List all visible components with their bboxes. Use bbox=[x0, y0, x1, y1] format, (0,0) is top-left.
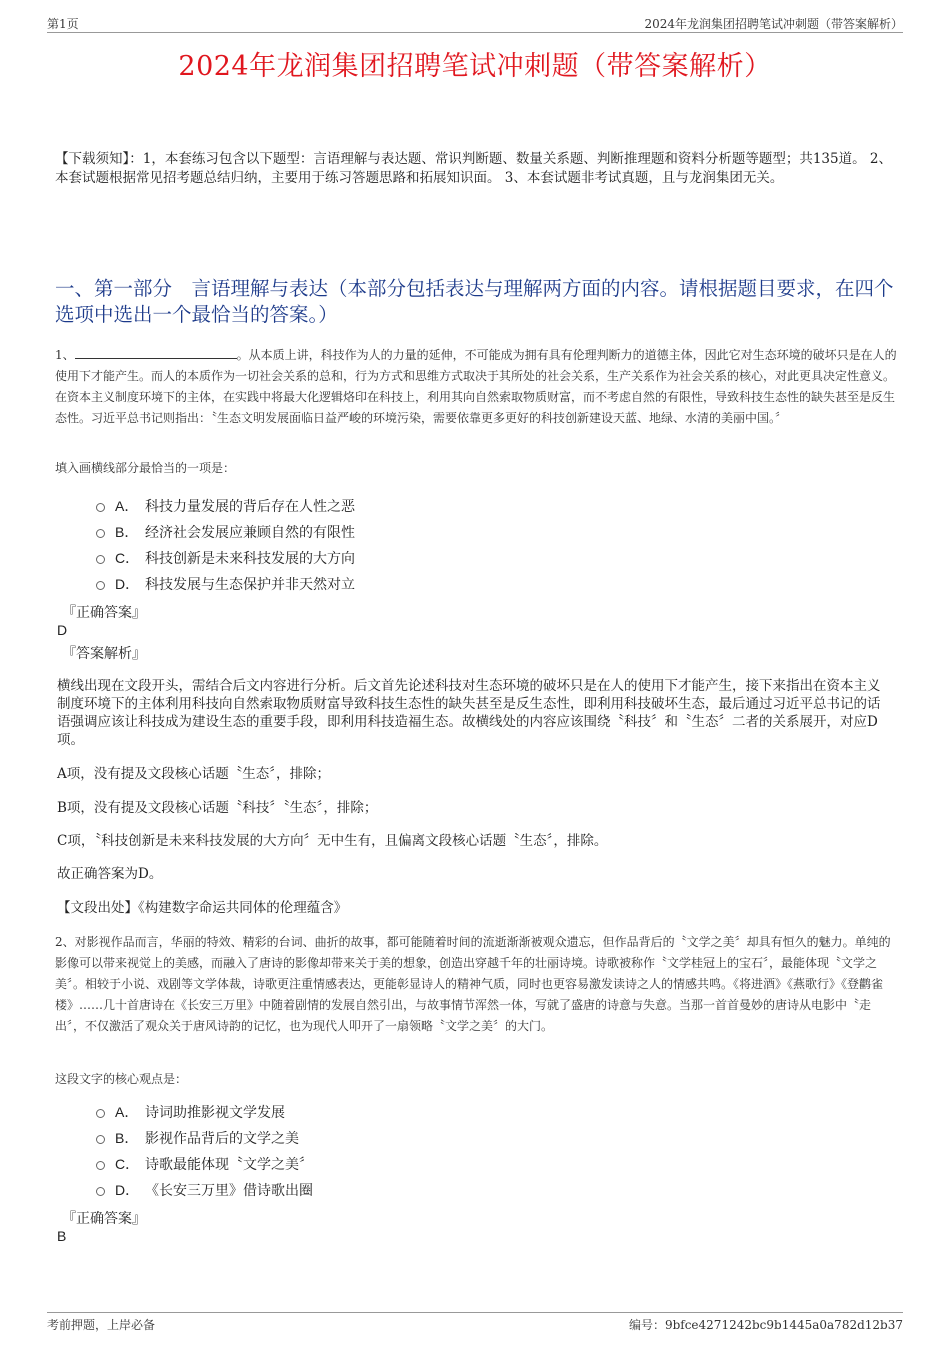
question-1 bbox=[55, 345, 897, 429]
option-d[interactable]: D． 科技发展与生态保护并非天然对立 bbox=[96, 571, 355, 597]
question-text: 。从本质上讲，科技作为人的力量的延伸，不可能成为拥有具有伦理判断力的道德主体，因此它对生态环境的破坏只是在人的使用下才能产生。而人的本质作为一切社会关系的总和，行为方式和思维方式取决于其所处的社会关系，生产关系作为社会关系的核心，对此更具决定性意义。在资本主义制度环境下的主体，在实践中将最大化逻辑烙印在科技上，利用其向自然索取物质财富，而不考虑自然的有限性，导致科技生态性的缺失甚至是反生态性。习近平总书记则指出：〝生态文明发展面临日益严峻的环境污染，需要依靠更多更好的科技创新建设天蓝、地绿、水清的美丽中国。〞 bbox=[55, 348, 897, 425]
page-number: 第1页 bbox=[47, 17, 79, 31]
option-c[interactable]: C． 科技创新是未来科技发展的大方向 bbox=[96, 545, 355, 571]
radio-icon[interactable] bbox=[96, 1161, 105, 1170]
option-b[interactable]: B． 影视作品背后的文学之美 bbox=[96, 1125, 313, 1151]
correct-answer: B bbox=[57, 1228, 67, 1244]
correct-answer: D bbox=[57, 622, 68, 638]
option-list bbox=[96, 493, 355, 597]
option-c[interactable]: C． 诗歌最能体现〝文学之美〞 bbox=[96, 1151, 313, 1177]
page-title: 2024年龙润集团招聘笔试冲刺题（带答案解析） bbox=[178, 51, 772, 82]
footer-doc-id: 编号：9bfce4271242bc9b1445a0a782d12b37 bbox=[628, 1318, 903, 1332]
radio-icon[interactable] bbox=[96, 1109, 105, 1118]
question-prompt: 填入画横线部分最恰当的一项是： bbox=[55, 461, 236, 475]
option-a[interactable]: A． 科技力量发展的背后存在人性之恶 bbox=[96, 493, 355, 519]
analysis-conclusion: 故正确答案为D。 bbox=[57, 866, 163, 882]
radio-icon[interactable] bbox=[96, 1187, 105, 1196]
analysis-source: 【文段出处】《构建数字命运共同体的伦理蕴含》 bbox=[57, 900, 348, 916]
page-header bbox=[47, 14, 903, 33]
fill-blank bbox=[75, 345, 237, 359]
correct-answer-label: 『正确答案』 bbox=[62, 605, 146, 621]
page-footer bbox=[47, 1312, 903, 1332]
question-2: 2、对影视作品而言，华丽的特效、精彩的台词、曲折的故事，都可能随着时间的流逝渐渐被观众遗忘，但作品背后的〝文学之美〞却具有恒久的魅力。单纯的影像可以带来视觉上的美感，而融入了唐诗的影像却带来关于美的想象，创造出穿越千年的壮丽诗境。诗歌被称作〝文学桂冠上的宝石〞，最能体现〝文学之美〞。相较于小说、戏剧等文学体裁，诗歌更注重情感表达，更能彰显诗人的精神气质，同时也更容易激发读诗之人的情感共鸣。《将进酒》《燕歌行》《登鹳雀楼》……几十首唐诗在《长安三万里》中随着剧情的发展自然引出，与故事情节浑然一体，写就了盛唐的诗意与失意。当那一首首曼妙的唐诗从电影中〝走出〞，不仅激活了观众关于唐风诗韵的记忆，也为现代人叩开了一扇领略〝文学之美〞的大门。 bbox=[55, 935, 891, 1033]
option-a[interactable]: A． 诗词助推影视文学发展 bbox=[96, 1099, 313, 1125]
analysis-paragraph: 横线出现在文段开头，需结合后文内容进行分析。后文首先论述科技对生态环境的破坏只是在人的使用下才能产生，接下来指出在资本主义制度环境下的主体利用科技向自然索取物质财富导致科技生态性的缺失甚至是反生态性，即利用科技破坏生态，最后通过习近平总书记的话语强调应该让科技成为建设生态的重要手段，即利用科技造福生态。故横线处的内容应该围绕〝科技〞和〝生态〞二者的关系展开，对应D项。 bbox=[57, 678, 881, 748]
analysis-label: 『答案解析』 bbox=[62, 646, 146, 662]
analysis-option-b: B项，没有提及文段核心话题〝科技〞〝生态〞，排除； bbox=[57, 800, 378, 816]
radio-icon[interactable] bbox=[96, 555, 105, 564]
radio-icon[interactable] bbox=[96, 1135, 105, 1144]
option-b[interactable]: B． 经济社会发展应兼顾自然的有限性 bbox=[96, 519, 355, 545]
option-d[interactable]: D． 《长安三万里》借诗歌出圈 bbox=[96, 1177, 313, 1203]
radio-icon[interactable] bbox=[96, 581, 105, 590]
question-number: 1、 bbox=[55, 348, 75, 362]
correct-answer-label: 『正确答案』 bbox=[62, 1211, 146, 1227]
download-notice: 【下载须知】：1，本套练习包含以下题型：言语理解与表达题、常识判断题、数量关系题、判断推理题和资料分析题等题型；共135道。 2、本套试题根据常见招考题总结归纳，主要用于练习答题思路和拓展知识面。 3、本套试题非考试真题，且与龙润集团无关。 bbox=[55, 151, 892, 186]
option-list bbox=[96, 1099, 313, 1203]
section-heading: 一、第一部分 言语理解与表达（本部分包括表达与理解两方面的内容。请根据题目要求，在四个选项中选出一个最恰当的答案。） bbox=[55, 277, 894, 326]
analysis-option-a: A项，没有提及文段核心话题〝生态〞，排除； bbox=[57, 766, 330, 782]
radio-icon[interactable] bbox=[96, 503, 105, 512]
radio-icon[interactable] bbox=[96, 529, 105, 538]
question-prompt: 这段文字的核心观点是： bbox=[55, 1072, 188, 1086]
analysis-option-c: C项，〝科技创新是未来科技发展的大方向〞无中生有，且偏离文段核心话题〝生态〞，排除。 bbox=[57, 833, 608, 849]
footer-slogan: 考前押题，上岸必备 bbox=[47, 1318, 156, 1332]
header-doc-title: 2024年龙润集团招聘笔试冲刺题（带答案解析） bbox=[644, 17, 903, 31]
